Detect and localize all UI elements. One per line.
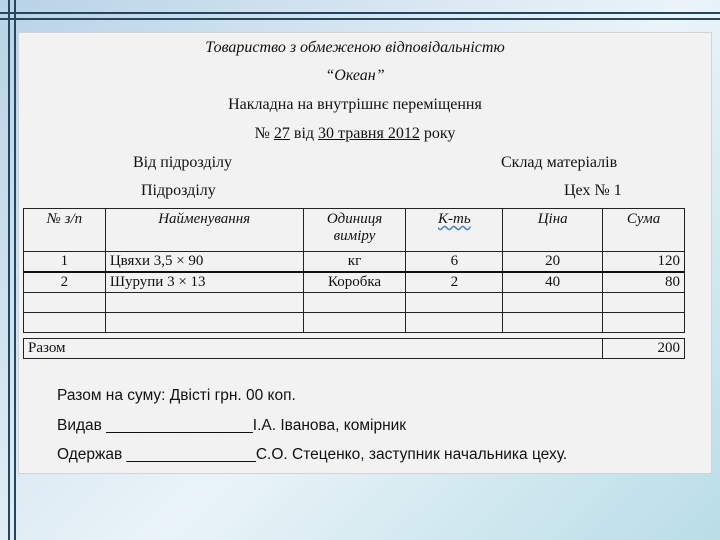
issued-by: І.А. Іванова, комірник	[252, 417, 407, 434]
issued-line	[57, 417, 406, 435]
document-date: 30 травня 2012	[318, 125, 420, 142]
received-by: С.О. Стеценко, заступник начальника цеху.	[255, 446, 568, 463]
table-row	[24, 313, 685, 333]
cell-name: Цвяхи 3,5 × 90	[105, 252, 303, 273]
table-row	[24, 272, 685, 293]
cell-name: Шурупи 3 × 13	[105, 272, 303, 293]
company-name-quoted: “Океан”	[325, 67, 385, 84]
issued-label: Видав	[57, 417, 102, 434]
header-price: Ціна	[503, 209, 603, 252]
table-header-row	[24, 209, 685, 252]
cell-sum: 120	[603, 252, 685, 273]
invoice-document	[18, 32, 712, 474]
total-sum-text: Разом на суму: Двісті грн. 00 коп.	[57, 387, 296, 404]
table-row	[24, 293, 685, 313]
received-line	[57, 446, 567, 464]
from-unit-label: Від підрозділу	[133, 154, 233, 171]
document-number-line	[9, 125, 701, 143]
issued-signature-blank: _________________	[106, 417, 253, 434]
cell-quantity: 2	[406, 272, 503, 293]
cell-sum	[603, 313, 685, 333]
header-quantity: К-ть	[406, 209, 503, 252]
cell-quantity	[406, 293, 503, 313]
cell-sum: 80	[603, 272, 685, 293]
table-row	[24, 252, 685, 273]
cell-price: 20	[503, 252, 603, 273]
cell-price	[503, 313, 603, 333]
date-suffix: року	[423, 125, 456, 142]
cell-unit	[303, 313, 406, 333]
frame-line-top-inner	[0, 18, 720, 20]
header-sum: Сума	[603, 209, 685, 252]
cell-number: 1	[24, 252, 106, 273]
company-name: Товариство з обмеженою відповідальністю	[205, 39, 505, 56]
date-from: від	[293, 125, 315, 142]
document-title: Накладна на внутрішнє переміщення	[228, 96, 482, 113]
document-number: 27	[273, 125, 290, 142]
total-row	[24, 339, 685, 359]
header-name: Найменування	[105, 209, 303, 252]
cell-unit: Коробка	[303, 272, 406, 293]
header-number: № з/п	[24, 209, 106, 252]
cell-unit	[303, 293, 406, 313]
cell-price: 40	[503, 272, 603, 293]
cell-quantity	[406, 313, 503, 333]
cell-number	[24, 293, 106, 313]
header-unit: Одиниця виміру	[303, 209, 406, 252]
cell-name	[105, 313, 303, 333]
to-unit-value: Цех № 1	[564, 182, 622, 199]
received-signature-blank: _______________	[126, 446, 256, 463]
to-unit-label: Підрозділу	[141, 182, 216, 199]
received-label: Одержав	[57, 446, 123, 463]
cell-quantity: 6	[406, 252, 503, 273]
cell-number: 2	[24, 272, 106, 293]
number-sign: №	[254, 125, 270, 142]
total-value: 200	[603, 339, 685, 359]
cell-name	[105, 293, 303, 313]
items-table	[23, 208, 685, 359]
cell-price	[503, 293, 603, 313]
cell-number	[24, 313, 106, 333]
cell-sum	[603, 293, 685, 313]
frame-line-top-outer	[0, 12, 720, 14]
from-unit-value: Склад матеріалів	[501, 154, 618, 171]
total-label: Разом	[24, 339, 603, 359]
cell-unit: кг	[303, 252, 406, 273]
